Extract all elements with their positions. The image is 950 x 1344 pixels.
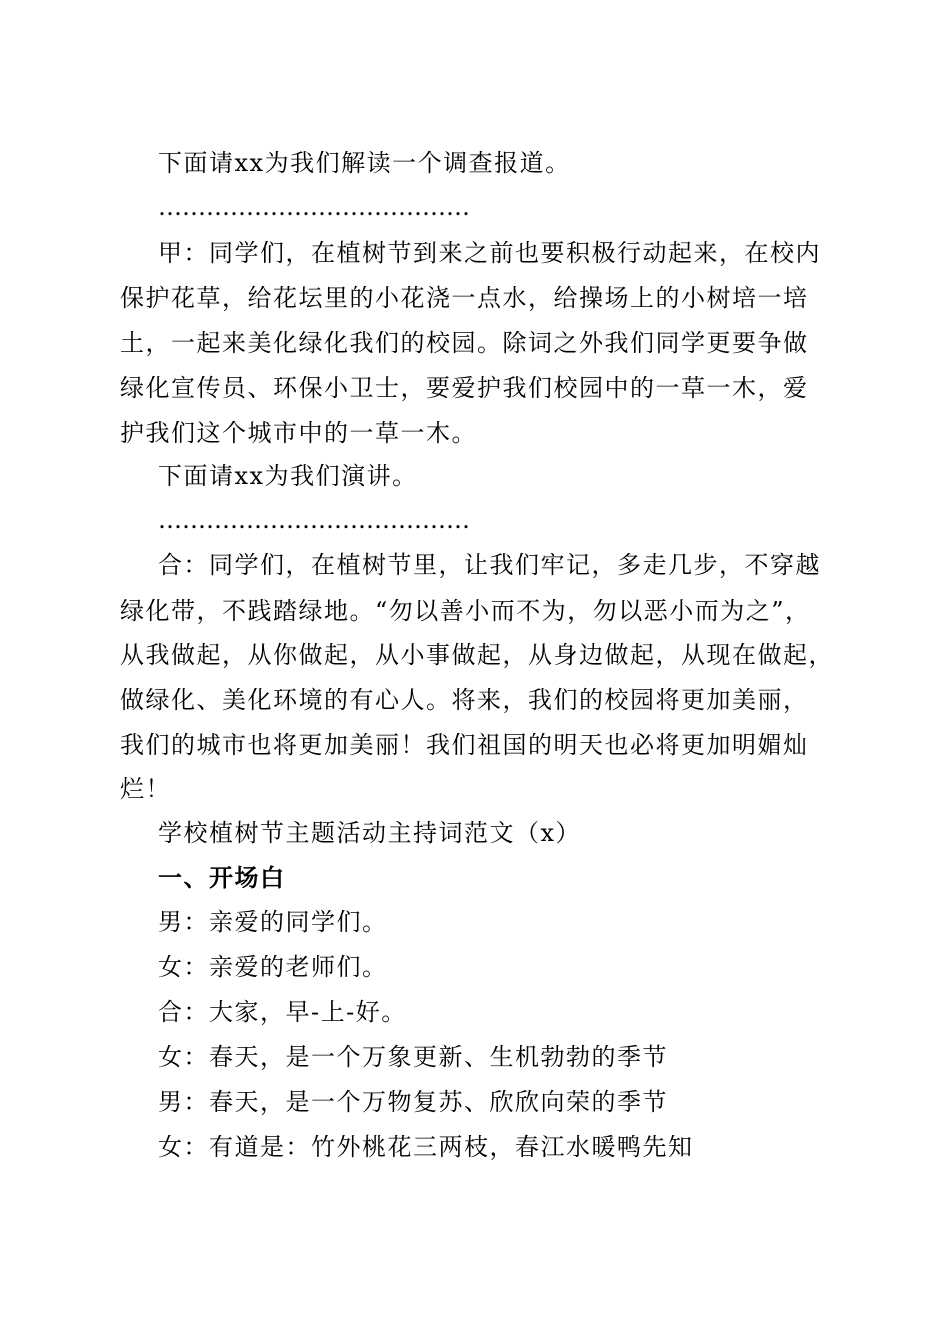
paragraph-line: 烂！ [120,775,171,803]
paragraph-line: 护我们这个城市中的一草一木。 [120,419,477,447]
section-title: 学校植树节主题活动主持词范文（x） [158,819,582,847]
paragraph-line: 做绿化、美化环境的有心人。将来，我们的校园将更加美丽， [120,686,809,714]
dialogue-line: 男：春天，是一个万物复苏、欣欣向荣的季节 [158,1088,668,1116]
paragraph-line: 绿化宣传员、环保小卫士，要爱护我们校园中的一草一木，爱 [120,374,809,402]
ellipsis-line: ………………………………… [158,506,470,534]
paragraph-line: 我们的城市也将更加美丽！我们祖国的明天也必将更加明媚灿 [120,731,809,759]
section-heading: 一、开场白 [158,864,286,892]
paragraph-line: 甲：同学们，在植树节到来之前也要积极行动起来，在校内 [158,239,821,267]
dialogue-line: 合：大家，早-上-好。 [158,998,407,1026]
paragraph-line: 保护花草，给花坛里的小花浇一点水，给操场上的小树培一培 [120,284,809,312]
ellipsis-line: ………………………………… [158,193,470,221]
dialogue-line: 女：春天，是一个万象更新、生机勃勃的季节 [158,1043,668,1071]
paragraph-line: 合：同学们，在植树节里，让我们牢记，多走几步，不穿越 [158,551,821,579]
dialogue-line: 女：有道是：竹外桃花三两枝，春江水暖鸭先知 [158,1133,694,1161]
paragraph-line: 从我做起，从你做起，从小事做起，从身边做起，从现在做起， [120,641,834,669]
paragraph-line: 下面请xx为我们解读一个调查报道。 [158,149,571,177]
dialogue-line: 女：亲爱的老师们。 [158,953,388,981]
dialogue-line: 男：亲爱的同学们。 [158,908,388,936]
paragraph-line: 土，一起来美化绿化我们的校园。除词之外我们同学更要争做 [120,329,809,357]
paragraph-line: 绿化带，不践踏绿地。“勿以善小而不为，勿以恶小而为之”， [120,597,811,625]
paragraph-line: 下面请xx为我们演讲。 [158,462,418,490]
